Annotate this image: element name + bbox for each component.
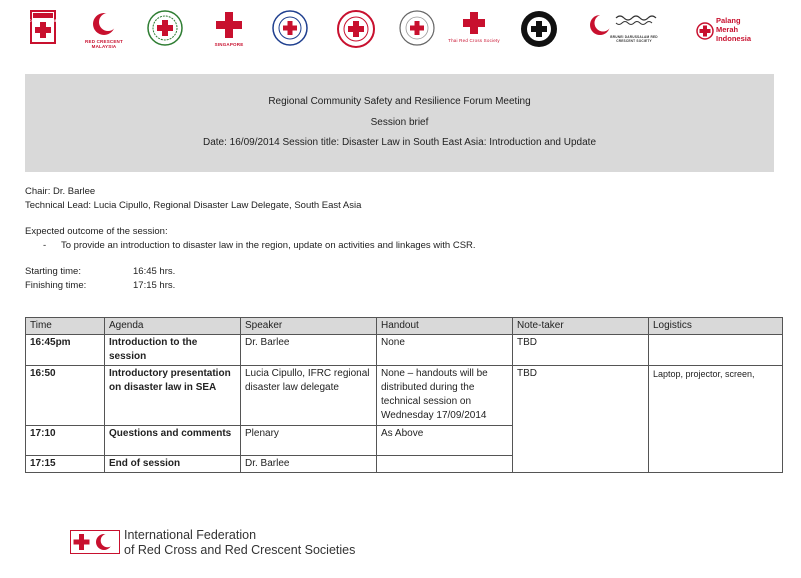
cell-speaker: Dr. Barlee [241,335,377,366]
column-header-handout: Handout [377,318,513,335]
cell-logistics [649,335,783,366]
cell-handout: None – handouts will be distributed during the technical session on Wednesday 17/09/2014 [377,366,513,426]
brunei-red-crescent-logo: BRUNEI DARUSSALAM RED CRESCENT SOCIETY [590,10,670,42]
expected-outcome-heading: Expected outcome of the session: [25,226,168,237]
ifrc-logo [70,530,120,557]
technical-lead-line: Technical Lead: Lucia Cipullo, Regional Disaster Law Delegate, South East Asia [25,200,362,211]
column-header-speaker: Speaker [241,318,377,335]
cell-logistics: Laptop, projector, screen, [649,366,783,473]
column-header-logistics: Logistics [649,318,783,335]
red-crescent-malaysia-logo: RED CRESCENT MALAYSIA [84,10,124,40]
cell-time: 16:50 [26,366,105,426]
table-row [26,335,783,366]
table-row [26,366,783,426]
red-cross-society-shield-logo: RED CROSS SOCIETY [30,10,56,44]
cell-time: 16:45pm [26,335,105,366]
cell-handout: As Above [377,426,513,456]
cell-handout: None [377,335,513,366]
cell-speaker: Plenary [241,426,377,456]
finishing-time-value: 17:15 hrs. [133,280,176,291]
column-header-time: Time [26,318,105,335]
black-round-red-cross-logo [520,10,558,48]
cell-agenda: Introduction to the session [105,335,241,366]
column-header-agenda: Agenda [105,318,241,335]
pmi-name: Palang Merah Indonesia [716,16,752,43]
agenda-table [25,317,783,473]
column-header-note-taker: Note-taker [513,318,649,335]
singapore-red-cross-logo: SINGAPORE [214,10,244,40]
outcome-bullet: - [43,240,47,251]
cell-time: 17:10 [26,426,105,456]
starting-time-label: Starting time: [25,266,81,277]
thai-red-cross-society-logo: Thai Red Cross Society [454,10,494,40]
session-brief-header [25,74,774,172]
outcome-item: To provide an introduction to disaster law in the region, update on activities and linkages with CSR. [61,240,476,251]
cell-agenda: Introductory presentation on disaster law in SEA [105,366,241,426]
partner-logo-strip [24,10,784,56]
cell-agenda: Questions and comments [105,426,241,456]
round-red-cross-emblem-red-logo [337,10,375,48]
round-red-cross-emblem-green-logo [147,10,183,46]
cell-speaker: Lucia Cipullo, IFRC regional disaster law delegate [241,366,377,426]
cell-agenda: End of session [105,456,241,473]
cell-speaker: Dr. Barlee [241,456,377,473]
table-header-row [26,318,783,335]
meeting-title: Regional Community Safety and Resilience Forum Meeting [268,96,531,107]
cell-note-taker: TBD [513,335,649,366]
session-date-title: Date: 16/09/2014 Session title: Disaster Law in South East Asia: Introduction and Update [202,137,597,148]
cell-handout [377,456,513,473]
starting-time-value: 16:45 hrs. [133,266,176,277]
ifrc-name: International Federation of Red Cross and Red Crescent Societies [124,528,356,557]
cell-time: 17:15 [26,456,105,473]
finishing-time-label: Finishing time: [25,280,87,291]
chair-line: Chair: Dr. Barlee [25,186,96,197]
round-red-cross-emblem-grey-logo [399,10,435,46]
cell-note-taker: TBD [513,366,649,473]
session-brief-subtitle: Session brief [370,117,429,128]
round-red-cross-emblem-blue-logo [272,10,308,46]
